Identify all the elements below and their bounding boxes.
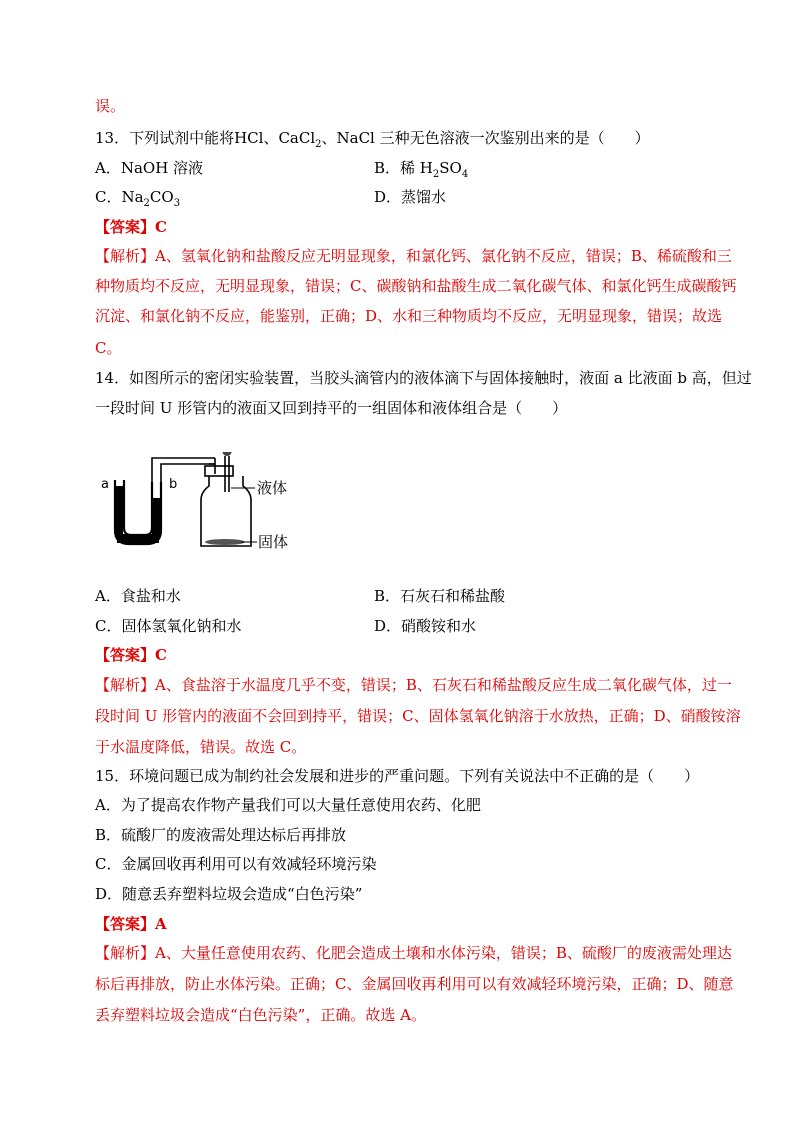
q13-option-b-sub1: 2	[432, 169, 440, 180]
q14-analysis-line-3: 于水温度降低，错误。故选 C。	[95, 738, 307, 756]
q15-analysis-line-3: 丢弃塑料垃圾会造成“白色污染”，正确。故选 A。	[95, 1006, 426, 1024]
q13-option-b-sub2: 4	[461, 169, 469, 180]
q15-analysis-line-2: 标后再排放，防止水体污染。正确；C、金属回收再利用可以有效减轻环境污染，正确；D、随意	[95, 975, 734, 993]
q13-analysis-line-3: 沉淀、和氯化钠不反应，能鉴别，正确；D、水和三种物质均不反应，无明显现象，错误；故选	[95, 307, 723, 325]
q13-option-c-mid: CO	[149, 188, 174, 206]
q15-option-a: A．为了提高农作物产量我们可以大量任意使用农药、化肥	[95, 796, 481, 814]
q13-analysis-line-1: 【解析】A、氢氧化钠和盐酸反应无明显现象，和氯化钙、氯化钠不反应，错误；B、稀硫酸和三	[95, 247, 732, 265]
q14-analysis-line-1: 【解析】A、食盐溶于水温度几乎不变，错误；B、石灰石和稀盐酸反应生成二氧化碳气体，过一	[95, 676, 732, 694]
q13-stem-text: 13．下列试剂中能将HCl、CaCl	[95, 129, 316, 147]
u-tube-liquid-bottom	[117, 534, 159, 543]
q13-analysis-line-2: 种物质均不反应，无明显现象，错误；C、碳酸钠和盐酸生成二氧化碳气体、和氯化钙生成碳酸钙	[95, 277, 737, 295]
label-solid: 固体	[258, 533, 289, 551]
q14-answer: 【答案】C	[95, 646, 167, 664]
q13-option-a: A．NaOH 溶液	[95, 159, 204, 177]
q14-option-c: C．固体氢氧化钠和水	[95, 617, 242, 635]
u-tube-inner-wall	[124, 480, 152, 535]
q15-option-c: C．金属回收再利用可以有效减轻环境污染	[95, 855, 377, 873]
q13-option-b	[374, 158, 468, 185]
q13-option-d: D．蒸馏水	[374, 188, 447, 206]
q15-answer: 【答案】A	[95, 915, 167, 933]
dropper-bulb	[222, 452, 232, 456]
q14-option-a: A．食盐和水	[95, 587, 181, 605]
q15-stem: 15．环境问题已成为制约社会发展和进步的严重问题。下列有关说法中不正确的是（ ）	[95, 767, 700, 785]
q13-answer: 【答案】C	[95, 218, 167, 236]
q14-stem-line-1: 14．如图所示的密闭实验装置，当胶头滴管内的液体滴下与固体接触时，液面 a 比液面 b 高，但过	[95, 369, 752, 387]
flask	[201, 476, 251, 546]
previous-analysis-tail: 误。	[95, 97, 126, 115]
q13-option-c	[95, 187, 180, 214]
q13-option-c-text: C．Na	[95, 188, 144, 206]
q13-option-c-sub2: 3	[173, 198, 181, 209]
q13-option-b-mid: SO	[439, 159, 462, 177]
u-tube-liquid-right	[152, 498, 160, 538]
q13-stem	[95, 128, 650, 155]
q14-option-b: B．石灰石和稀盐酸	[374, 587, 506, 605]
label-b: b	[169, 477, 178, 492]
q13-option-c-sub1: 2	[143, 198, 150, 209]
q13-option-b-text: B．稀 H	[374, 159, 433, 177]
q13-analysis-line-4: C。	[95, 339, 122, 357]
q15-option-b: B．硫酸厂的废液需处理达标后再排放	[95, 826, 347, 844]
q14-analysis-line-2: 段时间 U 形管内的液面不会回到持平，错误；C、固体氢氧化钠溶于水放热，正确；D、硝酸铵溶	[95, 707, 741, 725]
label-liquid: 液体	[257, 479, 288, 497]
q15-option-d: D．随意丢弃塑料垃圾会造成“白色污染”	[95, 885, 363, 903]
q15-analysis-line-1: 【解析】A、大量任意使用农药、化肥会造成土壤和水体污染，错误；B、硫酸厂的废液需处理达	[95, 944, 732, 962]
experiment-apparatus-diagram	[95, 452, 325, 562]
q13-stem-subscript: 2	[315, 139, 322, 150]
label-a: a	[101, 477, 109, 492]
q14-stem-line-2: 一段时间 U 形管内的液面又回到持平的一组固体和液体组合是（ ）	[95, 399, 568, 417]
q14-option-d: D．硝酸铵和水	[374, 617, 477, 635]
u-tube-liquid-left	[116, 486, 123, 538]
q13-stem-text-2: 、NaCl 三种无色溶液一次鉴别出来的是（ ）	[321, 129, 650, 147]
solid-in-flask	[205, 539, 245, 545]
